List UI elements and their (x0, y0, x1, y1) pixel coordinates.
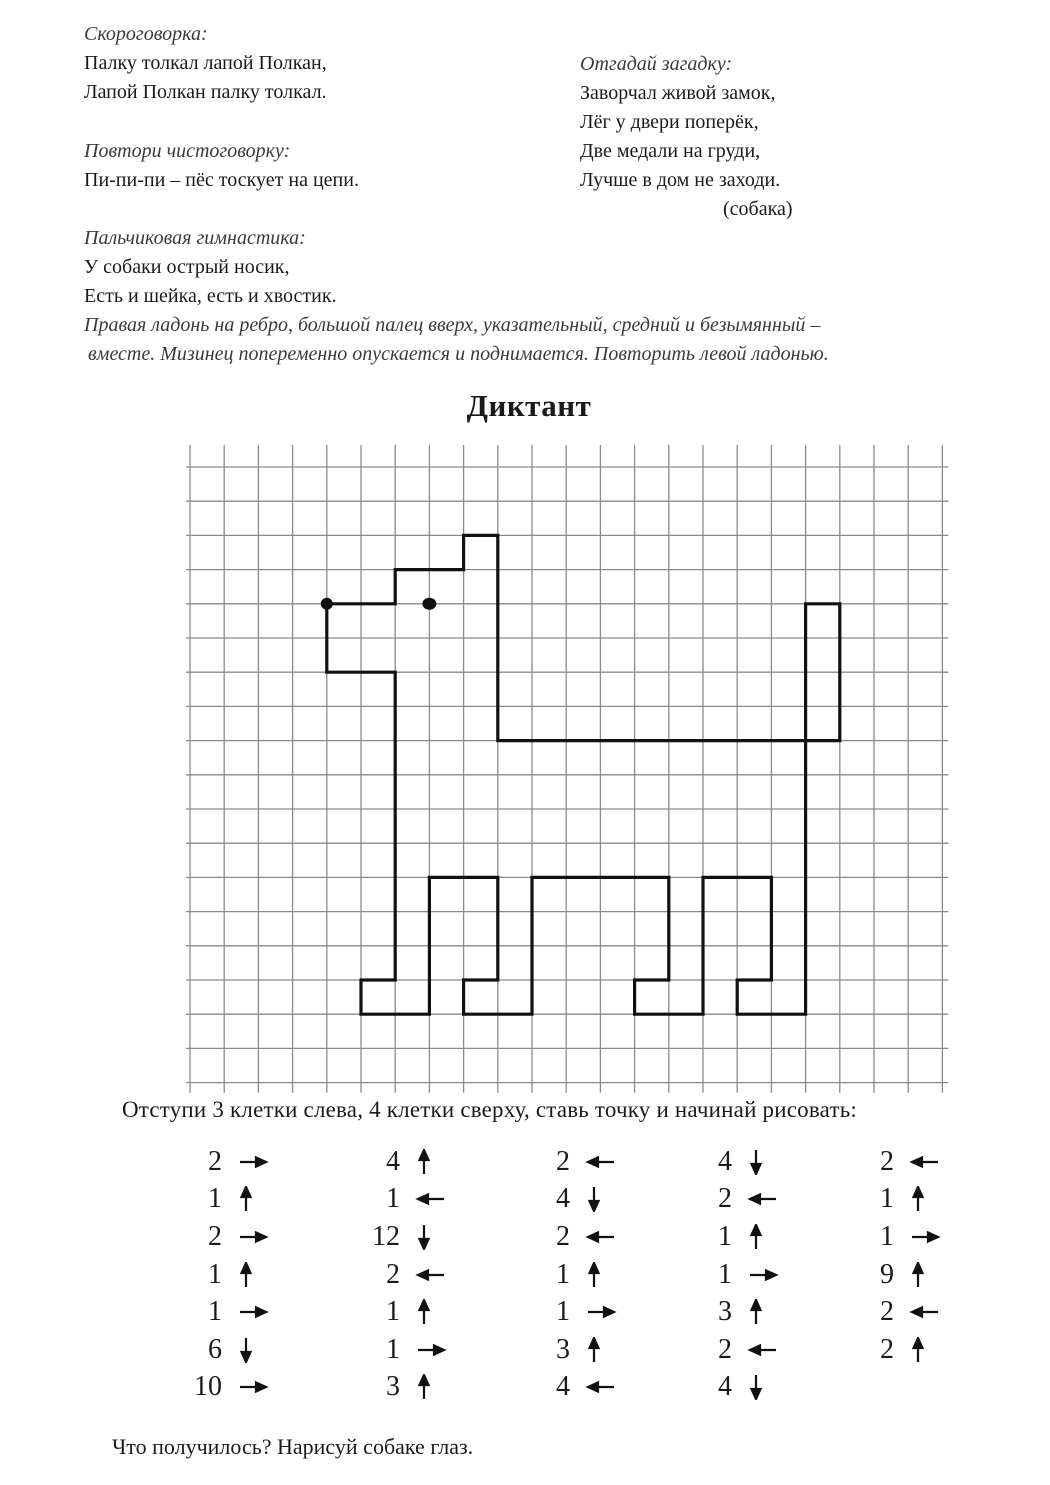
step-count: 4 (386, 1145, 400, 1177)
step-count: 1 (880, 1220, 894, 1252)
step-count: 3 (386, 1371, 400, 1403)
twister-line-1: Палку толкал лапой Полкан, (84, 52, 327, 74)
step-item (520, 1331, 618, 1369)
arrow-right-icon (236, 1374, 270, 1400)
finger-gym-heading: Пальчиковая гимнастика: (84, 227, 306, 249)
arrow-down-icon (746, 1149, 780, 1175)
twister-heading: Скороговорка: (84, 23, 208, 45)
step-count: 4 (556, 1371, 570, 1403)
step-item (682, 1256, 780, 1294)
step-item (520, 1143, 618, 1181)
arrow-up-icon (908, 1262, 942, 1288)
arrow-left-icon (414, 1262, 448, 1288)
step-item (844, 1181, 942, 1219)
step-item (520, 1293, 618, 1331)
step-count: 2 (208, 1220, 222, 1252)
arrow-left-icon (414, 1186, 448, 1212)
arrow-right-icon (414, 1337, 448, 1363)
step-item (682, 1218, 780, 1256)
step-item (172, 1218, 270, 1256)
dictation-instruction: Отступи 3 клетки слева, 4 клетки сверху, ставь точку и начинай рисовать: (122, 1097, 857, 1122)
step-count: 6 (208, 1333, 222, 1365)
riddle-line-1: Заворчал живой замок, (580, 82, 776, 104)
step-count: 10 (194, 1371, 222, 1403)
arrow-left-icon (584, 1224, 618, 1250)
step-item (520, 1181, 618, 1219)
steps-column-1 (172, 1143, 270, 1406)
step-item (172, 1181, 270, 1219)
arrow-right-icon (236, 1224, 270, 1250)
step-count: 9 (880, 1258, 894, 1290)
arrow-up-icon (746, 1224, 780, 1250)
arrow-down-icon (414, 1224, 448, 1250)
step-count: 3 (556, 1333, 570, 1365)
arrow-up-icon (414, 1374, 448, 1400)
finger-gym-line-2: Есть и шейка, есть и хвостик. (84, 285, 337, 307)
arrow-left-icon (584, 1149, 618, 1175)
step-item (682, 1143, 780, 1181)
riddle-answer: (собака) (723, 198, 793, 220)
steps-column-3 (520, 1143, 618, 1406)
step-count: 2 (718, 1183, 732, 1215)
arrow-left-icon (908, 1149, 942, 1175)
step-item (172, 1293, 270, 1331)
arrow-left-icon (584, 1374, 618, 1400)
arrow-right-icon (236, 1149, 270, 1175)
arrow-down-icon (584, 1186, 618, 1212)
step-item (350, 1331, 448, 1369)
pure-talk-heading: Повтори чистоговорку: (84, 140, 291, 162)
riddle-heading: Отгадай загадку: (580, 53, 733, 75)
arrow-up-icon (236, 1186, 270, 1212)
step-item (350, 1218, 448, 1256)
step-item (844, 1331, 942, 1369)
pure-talk-line: Пи-пи-пи – пёс тоскует на цепи. (84, 169, 359, 191)
dictation-title: Диктант (466, 388, 592, 423)
step-count: 1 (208, 1183, 222, 1215)
finger-gym-instruction-2: вместе. Мизинец попеременно опускается и поднимается. Повторить левой ладонью. (88, 343, 829, 365)
step-item (682, 1331, 780, 1369)
arrow-up-icon (908, 1186, 942, 1212)
arrow-up-icon (584, 1262, 618, 1288)
step-item (172, 1331, 270, 1369)
steps-column-5 (844, 1143, 942, 1369)
step-count: 1 (718, 1258, 732, 1290)
step-count: 1 (718, 1220, 732, 1252)
arrow-up-icon (236, 1262, 270, 1288)
step-count: 3 (718, 1296, 732, 1328)
step-item (172, 1369, 270, 1407)
step-item (350, 1256, 448, 1294)
step-count: 1 (556, 1296, 570, 1328)
arrow-left-icon (746, 1337, 780, 1363)
start-dot (321, 598, 333, 610)
step-item (682, 1181, 780, 1219)
step-item (172, 1143, 270, 1181)
step-item (520, 1218, 618, 1256)
arrow-up-icon (908, 1337, 942, 1363)
arrow-right-icon (746, 1262, 780, 1288)
arrow-up-icon (414, 1299, 448, 1325)
step-item (172, 1256, 270, 1294)
step-item (682, 1293, 780, 1331)
step-count: 2 (208, 1145, 222, 1177)
step-item (844, 1143, 942, 1181)
step-item (520, 1256, 618, 1294)
step-count: 1 (880, 1183, 894, 1215)
step-count: 1 (386, 1183, 400, 1215)
step-item (844, 1293, 942, 1331)
riddle-line-3: Две медали на груди, (580, 140, 761, 162)
arrow-down-icon (746, 1374, 780, 1400)
step-count: 12 (372, 1220, 400, 1252)
step-item (350, 1181, 448, 1219)
step-count: 4 (556, 1183, 570, 1215)
finger-gym-line-1: У собаки острый носик, (84, 256, 290, 278)
step-count: 1 (208, 1296, 222, 1328)
finger-gym-instruction-1: Правая ладонь на ребро, большой палец вверх, указательный, средний и безымянный – (84, 314, 821, 336)
arrow-right-icon (908, 1224, 942, 1250)
step-count: 4 (718, 1371, 732, 1403)
steps-column-2 (350, 1143, 448, 1406)
step-item (520, 1369, 618, 1407)
twister-line-2: Лапой Полкан палку толкал. (84, 81, 327, 103)
step-count: 2 (718, 1333, 732, 1365)
step-count: 2 (556, 1220, 570, 1252)
step-count: 2 (880, 1333, 894, 1365)
arrow-right-icon (236, 1299, 270, 1325)
riddle-line-4: Лучше в дом не заходи. (580, 169, 781, 191)
arrow-right-icon (584, 1299, 618, 1325)
step-count: 1 (386, 1333, 400, 1365)
dictation-question: Что получилось? Нарисуй собаке глаз. (112, 1434, 474, 1459)
step-item (350, 1369, 448, 1407)
steps-column-4 (682, 1143, 780, 1406)
step-count: 1 (208, 1258, 222, 1290)
step-item (682, 1369, 780, 1407)
arrow-up-icon (746, 1299, 780, 1325)
arrow-up-icon (414, 1149, 448, 1175)
step-item (350, 1143, 448, 1181)
arrow-left-icon (908, 1299, 942, 1325)
step-count: 1 (386, 1296, 400, 1328)
step-item (844, 1256, 942, 1294)
step-count: 2 (386, 1258, 400, 1290)
step-count: 2 (556, 1145, 570, 1177)
step-count: 2 (880, 1145, 894, 1177)
arrow-left-icon (746, 1186, 780, 1212)
step-item (350, 1293, 448, 1331)
dog-eye (422, 598, 436, 610)
step-count: 4 (718, 1145, 732, 1177)
arrow-up-icon (584, 1337, 618, 1363)
step-item (844, 1218, 942, 1256)
step-count: 1 (556, 1258, 570, 1290)
step-count: 2 (880, 1296, 894, 1328)
riddle-line-2: Лёг у двери поперёк, (580, 111, 759, 133)
arrow-down-icon (236, 1337, 270, 1363)
grid-lines (186, 445, 948, 1093)
